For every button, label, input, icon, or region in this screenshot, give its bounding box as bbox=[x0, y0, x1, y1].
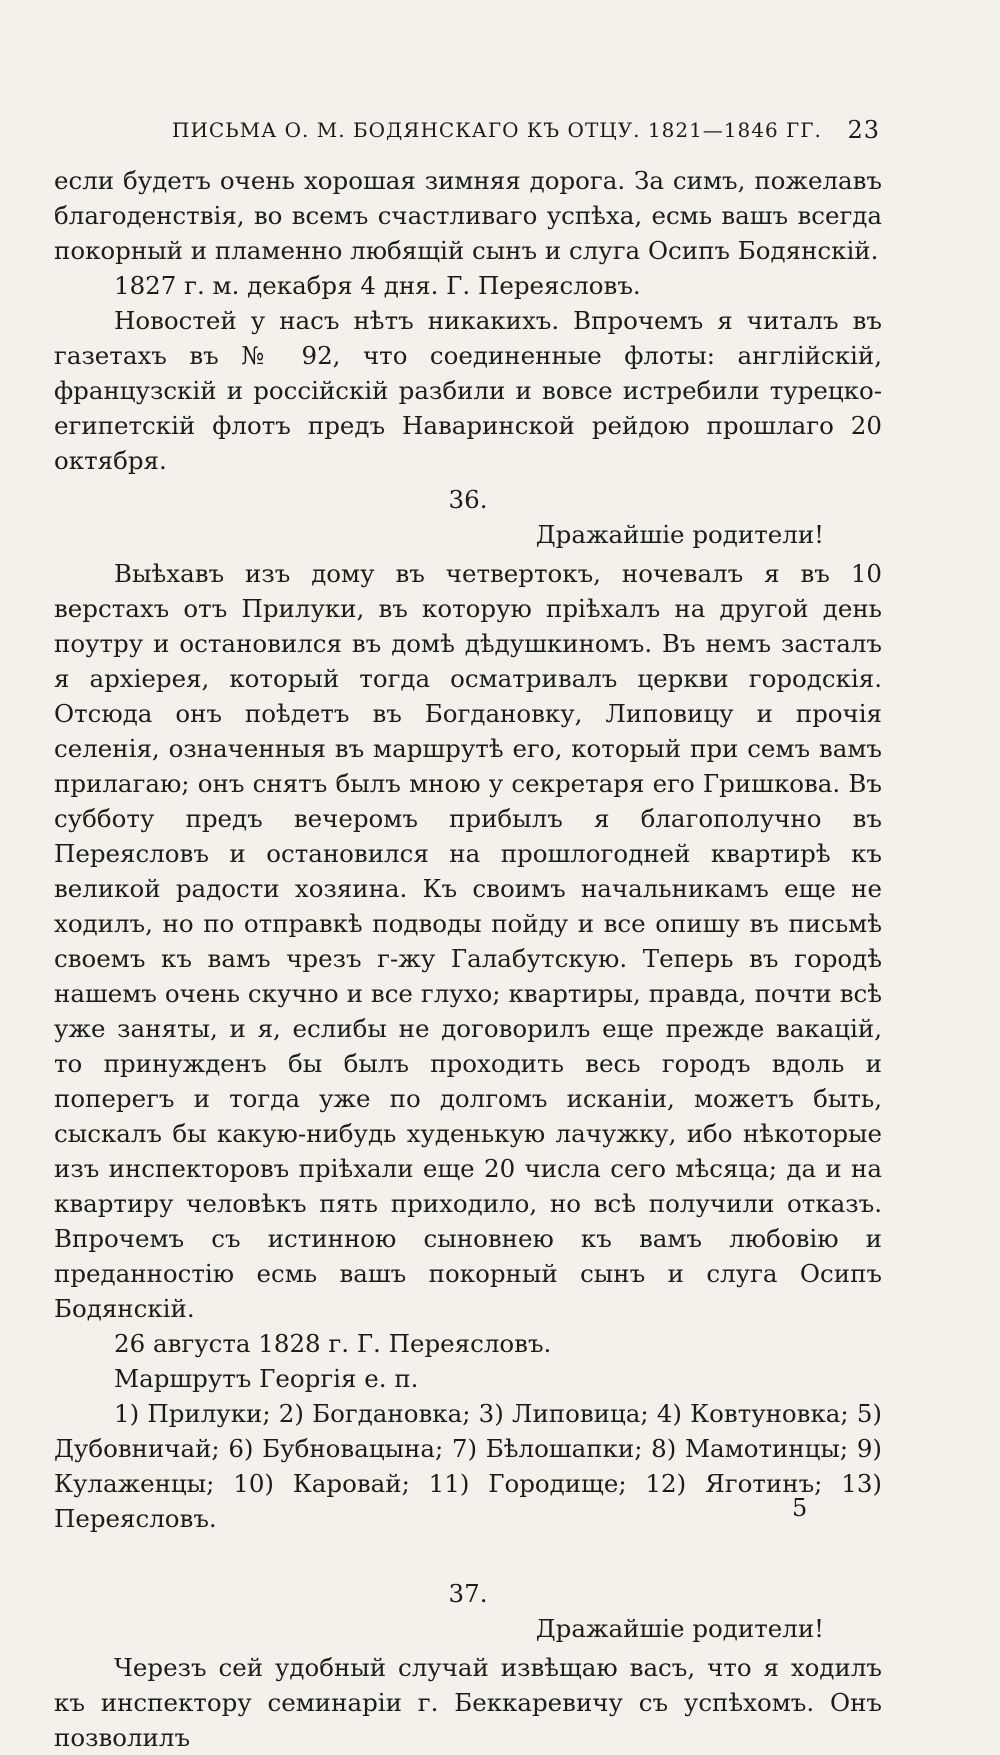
signature-mark: 5 bbox=[792, 1494, 808, 1522]
page-number: 23 bbox=[847, 116, 880, 144]
page-body bbox=[54, 163, 882, 1755]
letter-date: 26 августа 1828 г. Г. Переясловъ. bbox=[114, 1329, 552, 1358]
letter-greeting: Дражайшіе родители! bbox=[535, 520, 824, 549]
letter-date: 1827 г. м. декабря 4 дня. Г. Переясловъ. bbox=[114, 271, 641, 300]
letter-number: 36. bbox=[448, 485, 488, 514]
paragraph: Выѣхавъ изъ дому въ четвертокъ, ночевалъ я въ 10 верстахъ отъ Прилуки, въ которую пріѣхалъ на другой день поутру и остановился въ домѣ дѣдушкиномъ. Въ немъ засталъ я архіерея, который тогда осматривалъ церкви городскія. Отсюда онъ поѣдетъ въ Богдановку, Липовицу и прочія селенія, означенныя въ маршрутѣ его, который при семъ вамъ прилагаю; онъ снятъ былъ мною у секретаря его Гришкова. Въ субботу предъ вечеромъ прибылъ я благополучно въ Переясловъ и остановился на прошлогодней квартирѣ къ великой радости хозяина. Къ своимъ начальникамъ еще не ходилъ, но по отправкѣ подводы пойду и все опишу въ письмѣ своемъ къ вамъ чрезъ г-жу Галабутскую. Теперь въ городѣ нашемъ очень скучно и все глухо; квартиры, правда, почти всѣ уже заняты, и я, еслибы не договорилъ еще прежде вакацій, то принужденъ бы былъ проходить весь городъ вдоль и поперегъ и тогда уже по долгомъ исканіи, можетъ быть, сыскалъ бы какую-нибудь худенькую лачужку, ибо нѣкоторые изъ инспекторовъ пріѣхали еще 20 числа сего мѣсяца; да и на квартиру человѣкъ пять приходило, но всѣ получили отказъ. Впрочемъ съ истинною сыновнею къ вамъ любовію и преданностію есмь вашъ покорный сынъ и слуга Осипъ Бодянскій. bbox=[54, 559, 882, 1323]
letter-greeting: Дражайшіе родители! bbox=[535, 1614, 824, 1643]
paragraph: Новостей у насъ нѣтъ никакихъ. Впрочемъ я читалъ въ газетахъ въ № 92, что соединенные флоты: англійскій, французскій и россійскій разбили и вовсе истребили турецко-египетскій флотъ предъ Наваринской рейдою прошлаго 20 октября. bbox=[54, 306, 882, 475]
running-header bbox=[52, 114, 880, 148]
route-title: Маршрутъ Георгія е. п. bbox=[114, 1364, 419, 1393]
route-list: 1) Прилуки; 2) Богдановка; 3) Липовица; 4) Ковтуновка; 5) Дубовничай; 6) Бубновацына; 7) Бѣлошапки; 8) Мамотинцы; 9) Кулаженцы; 10) Каровай; 11) Городище; 12) Яготинъ; 13) Переясловъ. bbox=[54, 1399, 882, 1533]
paragraph: Черезъ сей удобный случай извѣщаю васъ, что я ходилъ къ инспектору семинаріи г. Беккаревичу съ успѣхомъ. Онъ позволилъ bbox=[54, 1653, 882, 1752]
paragraph: если будетъ очень хорошая зимняя дорога. За симъ, пожелавъ благоденствія, во всемъ счастливаго успѣха, есмь вашъ всегда покорный и пламенно любящій сынъ и слуга Осипъ Бодянскій. bbox=[54, 166, 882, 265]
header-title: ПИСЬМА О. М. БОДЯНСКАГО КЪ ОТЦУ. 1821—1846 ГГ. bbox=[172, 118, 822, 142]
letter-number: 37. bbox=[448, 1579, 488, 1608]
